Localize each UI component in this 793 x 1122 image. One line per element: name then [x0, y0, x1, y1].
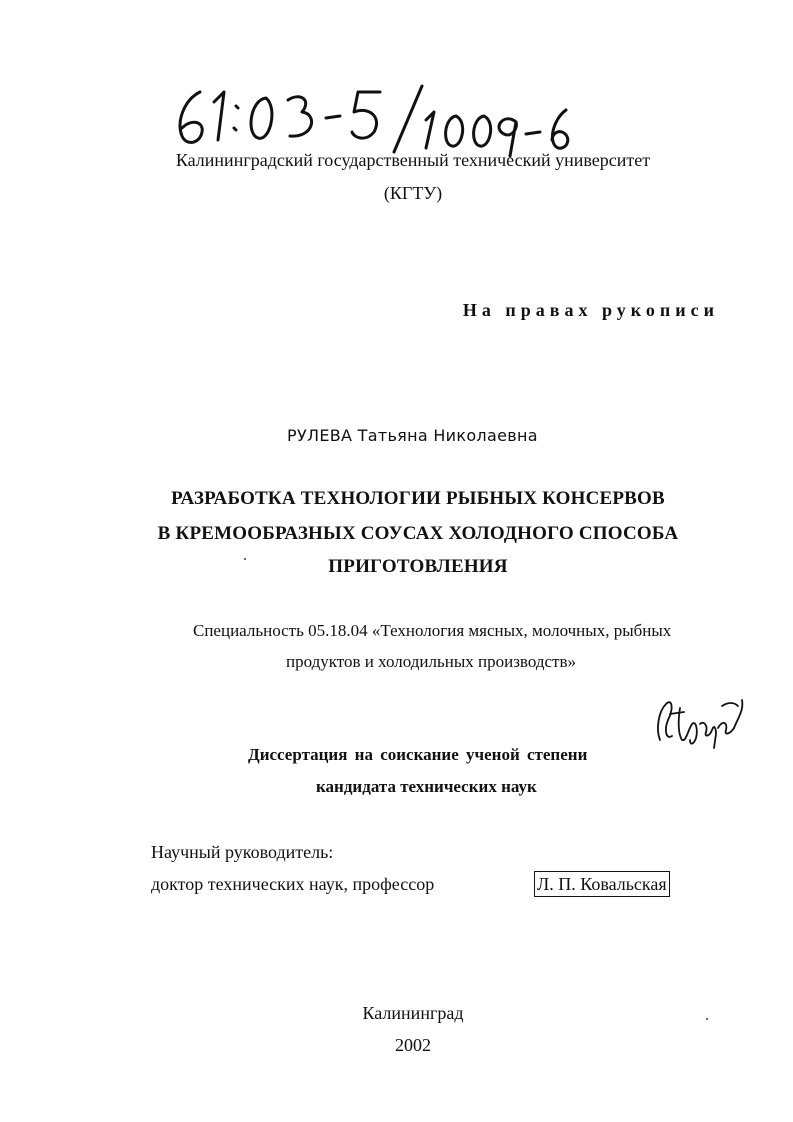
rights-note: На правах рукописи [462, 300, 719, 320]
university-abbreviation: (КГТУ) [383, 183, 443, 203]
advisor-label: Научный руководитель: [151, 842, 334, 862]
specialty-line-1: Специальность 05.18.04 «Технология мясных, молочных, рыбных [193, 621, 672, 640]
dissertation-line-1: Диссертация на соискание ученой степени [248, 745, 588, 764]
thesis-title-line-1: РАЗРАБОТКА ТЕХНОЛОГИИ РЫБНЫХ КОНСЕРВОВ [171, 488, 665, 509]
dissertation-line-2: кандидата технических наук [316, 777, 537, 796]
city: Калининград [362, 1003, 464, 1023]
author-signature [650, 690, 750, 750]
thesis-title-line-2: В КРЕМООБРАЗНЫХ СОУСАХ ХОЛОДНОГО СПОСОБА [157, 523, 679, 544]
archive-code-drawing [170, 78, 590, 158]
advisor-name-box: Л. П. Ковальская [534, 871, 670, 897]
advisor-title: доктор технических наук, профессор [151, 874, 435, 894]
year: 2002 [395, 1035, 431, 1055]
author-name: РУЛЕВА Татьяна Николаевна [287, 426, 538, 445]
signature-drawing [650, 690, 750, 750]
handwritten-archive-code [170, 78, 590, 158]
university-name: Калининградский государственный технический университет [175, 150, 651, 170]
scan-speck [706, 1018, 708, 1020]
scan-speck [244, 558, 246, 560]
thesis-title-line-3: ПРИГОТОВЛЕНИЯ [328, 556, 508, 577]
specialty-line-2: продуктов и холодильных производств» [286, 652, 576, 671]
